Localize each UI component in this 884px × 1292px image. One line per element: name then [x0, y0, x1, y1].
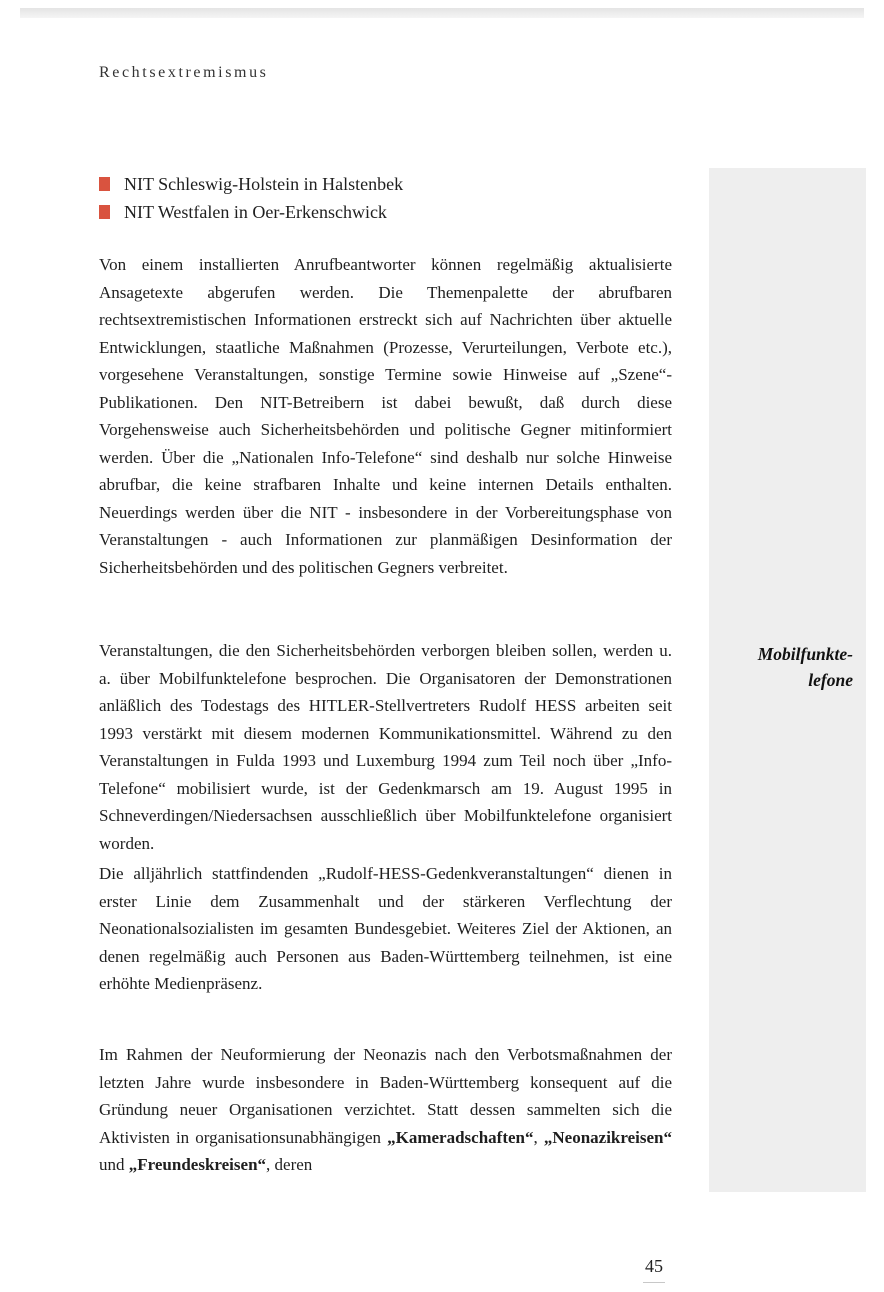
bullet-list: [99, 170, 403, 226]
term-kameradschaften: „Kameradschaften“: [387, 1127, 534, 1147]
bullet-item: [99, 170, 403, 198]
paragraph-text: Im Rahmen der Neuformierung der Neonazis nach den Verbotsmaßnahmen der letzten Jahre wurde insbesondere in Baden-Württemberg konsequent auf die Gründung neuer Organisationen verzichtet. Statt dessen sammelten sich die Aktivisten in organisationsunabhängigen: [99, 1045, 672, 1147]
top-rule: [20, 8, 864, 18]
term-freundeskreise: „Freundeskreisen“: [128, 1155, 267, 1174]
running-head: Rechtsextremismus: [99, 64, 269, 81]
paragraph-mobilfunk: Veranstaltungen, die den Sicherheitsbehörden verborgen bleiben sollen, werden u. a. über Mobilfunktelefone besprochen. Die Organisatoren der Demonstrationen anläßlich des Todestags des HITLER-Stellvertreters Rudolf HESS arbeiten seit 1993 verstärkt mit diesem modernen Kommunikationsmittel. Während zu den Veranstaltungen in Fulda 1993 und Luxemburg 1994 zum Teil noch über „Info-Telefone“ mobilisiert wurde, ist der Gedenkmarsch am 19. August 1995 in Schneverdingen/Niedersachsen ausschließlich über Mobilfunktelefone organisiert worden.: [99, 641, 672, 853]
margin-label-line: Mobilfunkte-: [757, 644, 853, 664]
paragraph-text: ,: [533, 1127, 544, 1147]
square-bullet-icon: [99, 205, 110, 219]
margin-label-line: lefone: [808, 670, 853, 690]
bullet-text: NIT Schleswig-Holstein in Halstenbek: [124, 174, 404, 194]
paragraph-text: und: [99, 1155, 129, 1174]
bullet-item: [99, 198, 403, 226]
page-number: 45: [645, 1256, 663, 1276]
term-neonazikreise: „Neonazikreisen“: [543, 1127, 672, 1147]
paragraph-hess-gedenken: Die alljährlich stattfindenden „Rudolf-HESS-Gedenkveranstaltungen“ dienen in erster Linie dem Zusammenhalt und der stärkeren Verflechtung der Neonationalsozialisten im gesamten Bundesgebiet. Weiteres Ziel der Aktionen, an denen regelmäßig auch Personen aus Baden-Württemberg teilnehmen, ist eine erhöhte Medienpräsenz.: [99, 864, 672, 993]
bullet-text: NIT Westfalen in Oer-Erkenschwick: [124, 202, 387, 222]
square-bullet-icon: [99, 177, 110, 191]
paragraph-kameradschaften: [99, 1041, 672, 1179]
paragraph-anrufbeantworter: Von einem installierten Anrufbeantworter können regelmäßig aktualisierte Ansagetexte abgerufen werden. Die Themenpalette der abrufbaren rechtsextremistischen Informationen erstreckt sich auf Nachrichten über aktuelle Entwicklungen, staatliche Maßnahmen (Prozesse, Verurteilungen, Verbote etc.), vorgesehene Veranstaltungen, sonstige Termine sowie Hinweise auf „Szene“-Publikationen. Den NIT-Betreibern ist dabei bewußt, daß durch diese Vorgehensweise auch Sicherheitsbehörden und politische Gegner mitinformiert werden. Über die „Nationalen Info-Telefone“ sind deshalb nur solche Hinweise abrufbar, die keine strafbaren Inhalte und keine internen Details enthalten. Neuerdings werden über die NIT - insbesondere in der Vorbereitungsphase von Veranstaltungen - auch Informationen zur planmäßigen Desinformation der Sicherheitsbehörden und des politischen Gegners verbreitet.: [99, 255, 672, 577]
page-number-rule: [643, 1282, 665, 1283]
margin-label: [709, 641, 853, 693]
paragraph-text: , deren: [266, 1155, 313, 1174]
